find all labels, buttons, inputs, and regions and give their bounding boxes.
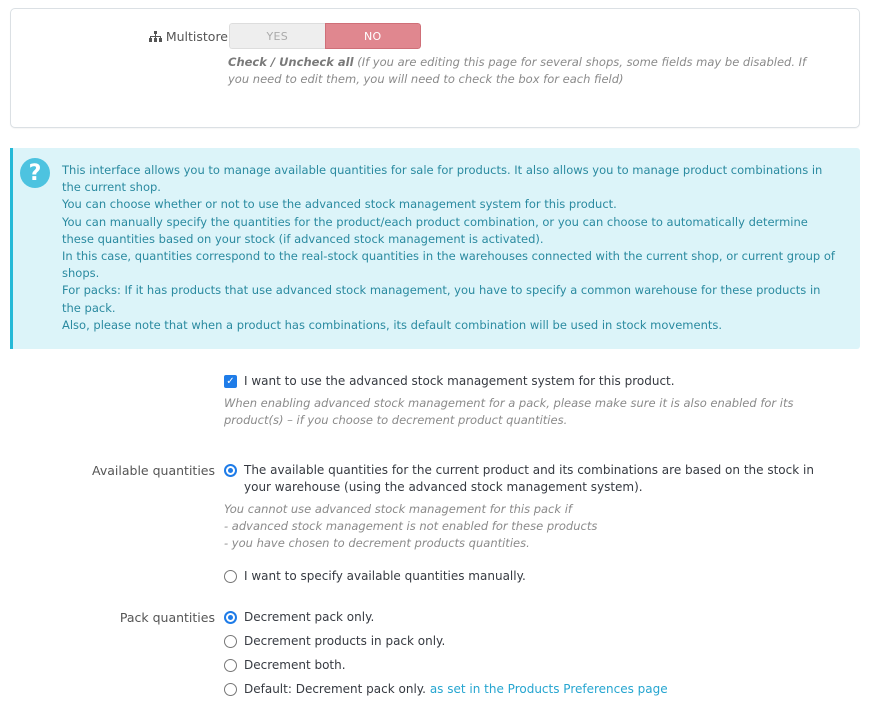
multistore-no-option[interactable]: NO [325, 23, 422, 49]
pack-option-decrement-both[interactable] [224, 657, 844, 674]
multistore-label-text: Multistore [165, 29, 228, 44]
radio-decrement-both[interactable] [224, 659, 237, 672]
advanced-stock-section [224, 374, 864, 429]
pack-option-label[interactable]: Decrement pack only. [244, 610, 375, 624]
asm-pack-warning [224, 501, 844, 552]
radio-decrement-products[interactable] [224, 635, 237, 648]
available-quantities-group [224, 462, 844, 585]
info-line: For packs: If it has products that use advanced stock management, you have to specify a common warehouse for these products in the pack. [62, 283, 821, 315]
advanced-stock-help: When enabling advanced stock management for a pack, please make sure it is also enabled for its product(s) – if you choose to decrement product quantities. [224, 396, 794, 427]
info-line: You can choose whether or not to use the advanced stock management system for this product. [62, 197, 617, 212]
pack-option-default-label[interactable]: Default: Decrement pack only. [244, 682, 426, 696]
pack-option-default[interactable] [224, 681, 844, 698]
pack-option-decrement-products[interactable] [224, 633, 844, 650]
pack-quantities-group [224, 609, 844, 698]
multistore-help-text: (If you are editing this page for several shops, some fields may be disabled. If you need to edit them, you will need to check the box for each field) [228, 55, 807, 86]
check-uncheck-all: Check / Uncheck all [228, 55, 354, 69]
multistore-yes-option[interactable]: YES [229, 23, 325, 49]
pack-option-label[interactable]: Decrement both. [244, 658, 346, 672]
info-text [62, 162, 837, 334]
pack-quantities-label: Pack quantities [119, 610, 215, 625]
radio-decrement-pack[interactable] [224, 611, 237, 624]
advanced-stock-label[interactable]: I want to use the advanced stock management system for this product. [244, 374, 675, 388]
advanced-stock-checkbox[interactable]: ✓ [224, 375, 237, 388]
info-alert [10, 148, 860, 349]
info-line: You can manually specify the quantities for the product/each product combination, or you can choose to automatically determine these quantities based on your stock (if advanced stock management is activated). [62, 214, 808, 246]
pack-option-decrement-pack[interactable] [224, 609, 844, 626]
advanced-stock-checkbox-row[interactable] [224, 374, 864, 388]
multistore-label [136, 29, 228, 44]
option-asm-label[interactable]: The available quantities for the current product and its combinations are based on the stock in your warehouse (using the advanced stock management system). [244, 463, 814, 494]
warning-line: You cannot use advanced stock management for this pack if [224, 502, 572, 516]
multistore-switch[interactable] [229, 23, 421, 49]
question-circle-icon: ? [20, 158, 50, 188]
info-line: This interface allows you to manage available quantities for sale for products. It also allows you to manage product combinations in the current shop. [62, 163, 823, 195]
multistore-help [228, 54, 818, 88]
available-quantities-option-asm[interactable] [224, 462, 844, 496]
warning-line: - you have chosen to decrement products quantities. [224, 536, 530, 550]
option-manual-label[interactable]: I want to specify available quantities manually. [244, 569, 526, 583]
available-quantities-label: Available quantities [92, 463, 215, 478]
warning-line: - advanced stock management is not enabled for these products [224, 519, 598, 533]
radio-default[interactable] [224, 683, 237, 696]
radio-manual[interactable] [224, 570, 237, 583]
info-line: Also, please note that when a product has combinations, its default combination will be used in stock movements. [62, 317, 723, 332]
products-preferences-link[interactable]: as set in the Products Preferences page [429, 682, 668, 696]
info-line: In this case, quantities correspond to the real-stock quantities in the warehouses connected with the current shop, or current group of shops. [62, 249, 835, 281]
radio-asm[interactable] [224, 464, 237, 477]
pack-option-label[interactable]: Decrement products in pack only. [244, 634, 446, 648]
pack-option-label[interactable] [244, 681, 668, 698]
available-quantities-option-manual[interactable] [224, 568, 844, 585]
sitemap-icon [149, 31, 162, 42]
